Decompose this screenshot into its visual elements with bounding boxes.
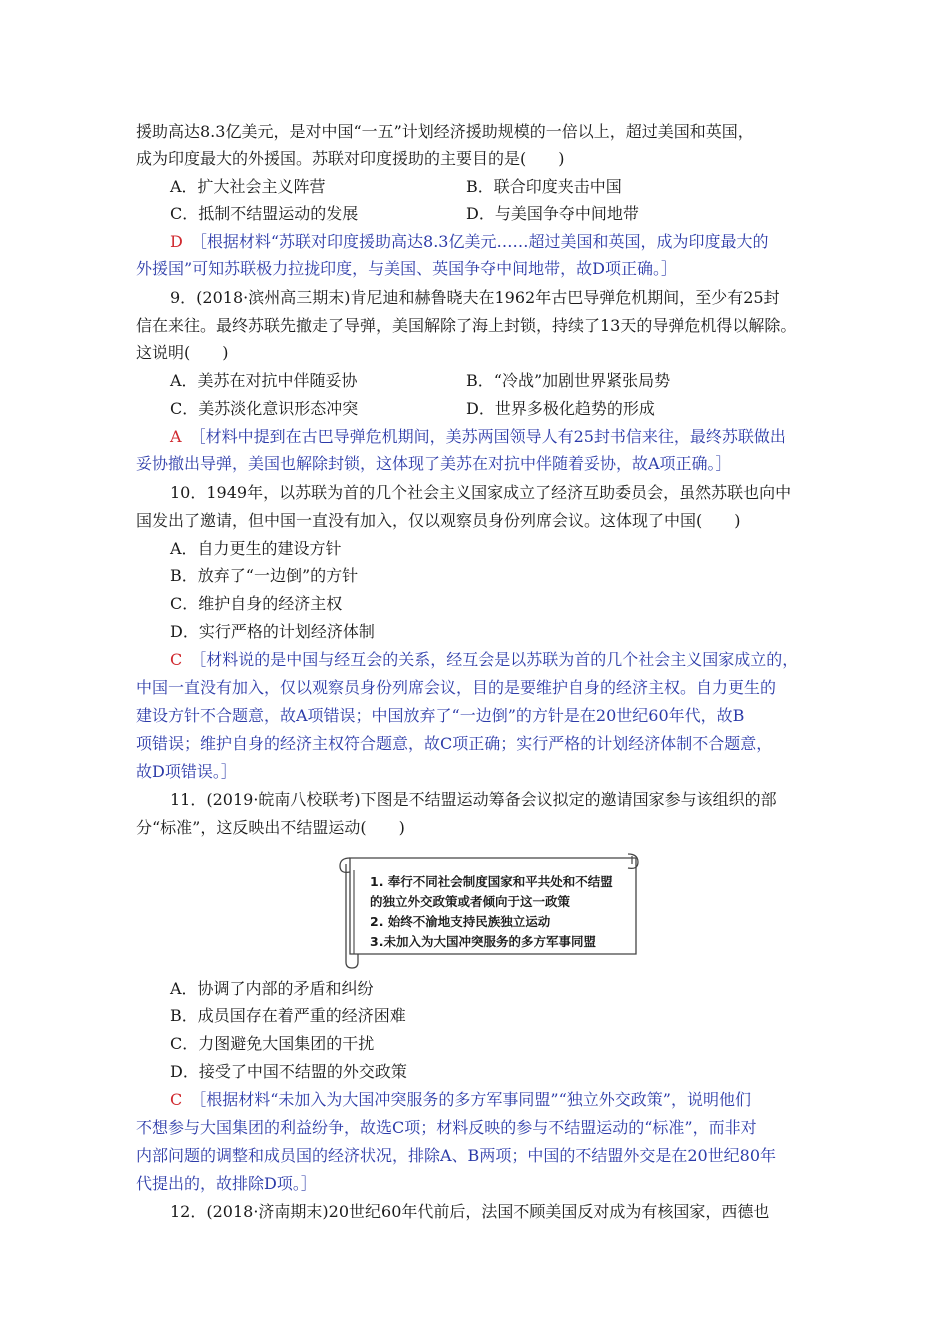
option-d: D．与美国争夺中间地带 xyxy=(466,204,639,223)
question-12-stem: 12．(2018·济南期末)20世纪60年代前后，法国不顾美国反对成为有核国家，西德也 xyxy=(170,1202,770,1221)
stem-line: 分“标准”，这反映出不结盟运动( ) xyxy=(136,818,405,837)
answer-letter: C xyxy=(170,1090,183,1109)
answer-text: ［材料中提到在古巴导弹危机期间，美苏两国领导人有25封书信来往，最终苏联做出 xyxy=(189,427,786,446)
answer-line: 外援国”可知苏联极力拉拢印度，与美国、英国争夺中间地带，故D项正确。］ xyxy=(136,259,678,278)
answer-letter: A xyxy=(170,427,182,446)
answer-line: 妥协撤出导弹，美国也解除封锁，这体现了美苏在对抗中伴随着妥协，故A项正确。］ xyxy=(136,454,732,473)
answer-line: 代提出的，故排除D项。］ xyxy=(136,1174,317,1193)
option-d: D．接受了中国不结盟的外交政策 xyxy=(170,1062,407,1081)
option-a: A．扩大社会主义阵营 xyxy=(170,177,326,196)
answer-letter: C xyxy=(170,650,183,669)
stem-line: 信在来往。最终苏联先撤走了导弹，美国解除了海上封锁，持续了13天的导弹危机得以解除。 xyxy=(136,316,797,335)
criteria-scroll-figure xyxy=(336,850,648,970)
criteria-line: 的独立外交政策或者倾向于这一政策 xyxy=(370,894,571,909)
stem-line: 成为印度最大的外援国。苏联对印度援助的主要目的是( ) xyxy=(136,149,565,168)
question-10-stem: 10．1949年，以苏联为首的几个社会主义国家成立了经济互助委员会，虽然苏联也向中 xyxy=(170,483,792,502)
answer-line: 不想参与大国集团的利益纷争，故选C项；材料反映的参与不结盟运动的“标准”，而非对 xyxy=(136,1118,757,1137)
option-c: C．维护自身的经济主权 xyxy=(170,594,343,613)
option-d: D．实行严格的计划经济体制 xyxy=(170,622,375,641)
stem-line: 国发出了邀请，但中国一直没有加入，仅以观察员身份列席会议。这体现了中国( ) xyxy=(136,511,741,530)
option-c: C．抵制不结盟运动的发展 xyxy=(170,204,359,223)
criteria-line: 2. 始终不渝地支持民族独立运动 xyxy=(370,914,551,929)
option-b: B．放弃了“一边倒”的方针 xyxy=(170,566,359,585)
answer-line xyxy=(170,427,786,447)
answer-line xyxy=(170,650,798,670)
option-b: B．“冷战”加剧世界紧张局势 xyxy=(466,371,671,390)
option-a: A．自力更生的建设方针 xyxy=(170,539,342,558)
criteria-line: 1. 奉行不同社会制度国家和平共处和不结盟 xyxy=(370,874,613,889)
option-b: B．成员国存在着严重的经济困难 xyxy=(170,1006,406,1025)
option-b: B．联合印度夹击中国 xyxy=(466,177,622,196)
option-d: D．世界多极化趋势的形成 xyxy=(466,399,655,418)
answer-line xyxy=(170,232,768,252)
question-11-stem: 11．(2019·皖南八校联考)下图是不结盟运动筹备会议拟定的邀请国家参与该组织的部 xyxy=(170,790,777,809)
option-c: C．力图避免大国集团的干扰 xyxy=(170,1034,375,1053)
answer-line: 项错误；维护自身的经济主权符合题意，故C项正确；实行严格的计划经济体制不合题意， xyxy=(136,734,773,753)
option-a: A．美苏在对抗中伴随妥协 xyxy=(170,371,358,390)
answer-line xyxy=(170,1090,751,1110)
answer-line: 中国一直没有加入，仅以观察员身份列席会议，目的是要维护自身的经济主权。自力更生的 xyxy=(136,678,777,697)
option-a: A．协调了内部的矛盾和纠纷 xyxy=(170,979,374,998)
criteria-line: 3.未加入为大国冲突服务的多方军事同盟 xyxy=(370,934,596,949)
option-c: C．美苏淡化意识形态冲突 xyxy=(170,399,359,418)
answer-letter: D xyxy=(170,232,183,251)
stem-line: 援助高达8.3亿美元，是对中国“一五”计划经济援助规模的一倍以上，超过美国和英国， xyxy=(136,122,754,141)
stem-line: 这说明( ) xyxy=(136,343,229,362)
question-9-stem: 9．(2018·滨州高三期末)肯尼迪和赫鲁晓夫在1962年古巴导弹危机期间，至少有25封 xyxy=(170,288,780,307)
answer-line: 故D项错误。］ xyxy=(136,762,237,781)
answer-text: ［根据材料“未加入为大国冲突服务的多方军事同盟”“独立外交政策”，说明他们 xyxy=(190,1090,751,1109)
answer-text: ［根据材料“苏联对印度援助高达8.3亿美元……超过美国和英国，成为印度最大的 xyxy=(190,232,769,251)
answer-text: ［材料说的是中国与经互会的关系，经互会是以苏联为首的几个社会主义国家成立的， xyxy=(190,650,799,669)
answer-line: 建设方针不合题意，故A项错误；中国放弃了“一边倒”的方针是在20世纪60年代，故B xyxy=(136,706,745,725)
answer-line: 内部问题的调整和成员国的经济状况，排除A、B两项；中国的不结盟外交是在20世纪80年 xyxy=(136,1146,777,1165)
